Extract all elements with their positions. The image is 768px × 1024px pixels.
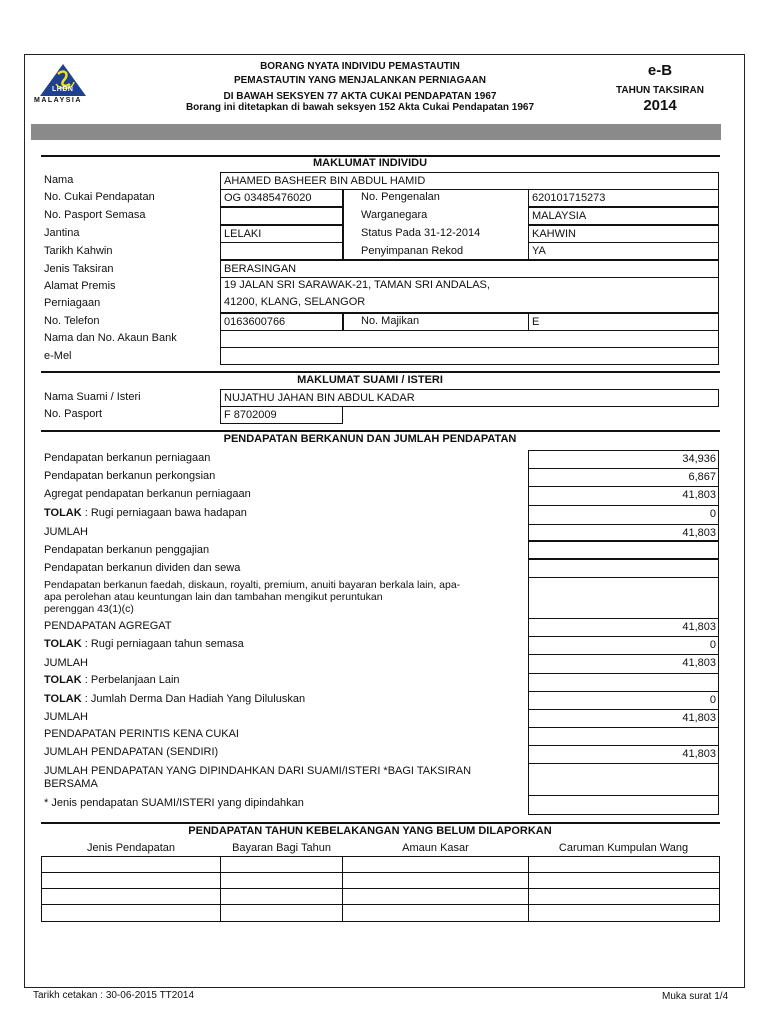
assessment-year: 2014: [643, 97, 677, 114]
value-cell: 41,803: [528, 524, 719, 542]
field-penyimpanan: YA: [528, 242, 719, 260]
logo-text-malaysia: MALAYSIA: [34, 97, 82, 104]
row-label-text: : Perbelanjaan Lain: [81, 674, 180, 686]
table-cell: [41, 888, 221, 905]
field-alamat-line-2: 41200, KLANG, SELANGOR: [224, 296, 366, 308]
row-label: Pendapatan berkanun perniagaan: [44, 452, 211, 464]
value-cell: 41,803: [528, 745, 719, 764]
section-title-kebelakangan: PENDAPATAN TAHUN KEBELAKANGAN YANG BELUM DILAPORKAN: [188, 825, 552, 837]
tolak-keyword: TOLAK: [44, 507, 82, 519]
label-no-cukai: No. Cukai Pendapatan: [44, 191, 155, 203]
logo-text-lhdn: LHDN: [52, 86, 74, 93]
field-status: KAHWIN: [528, 225, 719, 243]
field-no-pasport-suami: F 8702009: [220, 406, 343, 424]
label-nama: Nama: [44, 174, 74, 186]
assessment-label: TAHUN TAKSIRAN: [616, 85, 704, 96]
row-label: JUMLAH: [44, 526, 89, 538]
label-nama-suami-isteri: Nama Suami / Isteri: [44, 391, 141, 403]
row-label: [44, 638, 244, 650]
table-cell: [528, 888, 720, 905]
label-emel: e-Mel: [44, 350, 72, 362]
table-cell: [41, 856, 221, 873]
label-no-pengenalan: No. Pengenalan: [361, 191, 440, 203]
row-label: JUMLAH: [44, 657, 89, 669]
table-row: [41, 856, 720, 873]
label-no-pasport-suami: No. Pasport: [44, 408, 103, 420]
column-header-jenis: Jenis Pendapatan: [86, 842, 176, 854]
tolak-keyword: TOLAK: [44, 638, 82, 650]
label-status: Status Pada 31-12-2014: [361, 227, 481, 239]
row-label: [44, 693, 305, 705]
table-cell: [342, 872, 529, 889]
field-tarikh-kahwin: [220, 242, 343, 260]
value-cell: [528, 577, 719, 619]
field-nama: AHAMED BASHEER BIN ABDUL HAMID: [220, 172, 719, 190]
value-cell: [528, 541, 719, 560]
table-cell: [342, 904, 529, 922]
field-jantina: LELAKI: [220, 225, 343, 243]
row-label: Pendapatan berkanun perkongsian: [44, 470, 216, 482]
value-cell: 0: [528, 636, 719, 655]
print-date: Tarikh cetakan : 30-06-2015 TT2014: [33, 990, 195, 1001]
row-label: * Jenis pendapatan SUAMI/ISTERI yang dipindahkan: [44, 797, 304, 809]
value-cell: [528, 673, 719, 692]
table-cell: [41, 904, 221, 922]
section-divider: [41, 822, 720, 824]
field-emel: [220, 347, 719, 365]
label-tarikh-kahwin: Tarikh Kahwin: [44, 245, 113, 257]
field-jenis-taksiran: BERASINGAN: [220, 260, 719, 278]
value-cell: [528, 727, 719, 746]
row-label: JUMLAH: [44, 711, 89, 723]
row-label: PENDAPATAN PERINTIS KENA CUKAI: [44, 728, 239, 740]
form-title-line-4: Borang ini ditetapkan di bawah seksyen 152 Akta Cukai Pendapatan 1967: [185, 102, 535, 113]
form-title-line-2: PEMASTAUTIN YANG MENJALANKAN PERNIAGAAN: [233, 75, 487, 86]
label-penyimpanan: Penyimpanan Rekod: [361, 245, 464, 257]
row-label-cont: perenggan 43(1)(c): [44, 603, 134, 615]
field-no-telefon: 0163600766: [220, 313, 343, 331]
form-title-line-3: DI BAWAH SEKSYEN 77 AKTA CUKAI PENDAPATAN 1967: [223, 91, 497, 102]
table-cell: [220, 904, 343, 922]
row-label: PENDAPATAN AGREGAT: [44, 620, 172, 632]
value-cell: 41,803: [528, 709, 719, 728]
field-warganegara: MALAYSIA: [528, 207, 719, 225]
row-label: Pendapatan berkanun penggajian: [44, 544, 210, 556]
row-label: Agregat pendapatan berkanun perniagaan: [44, 488, 251, 500]
value-cell: 41,803: [528, 486, 719, 506]
section-title-suami-isteri: MAKLUMAT SUAMI / ISTERI: [297, 374, 443, 386]
field-nama-suami-isteri: NUJATHU JAHAN BIN ABDUL KADAR: [220, 389, 719, 407]
row-label-text: : Jumlah Derma Dan Hadiah Yang Diluluskan: [81, 693, 306, 705]
table-cell: [220, 872, 343, 889]
row-label: JUMLAH PENDAPATAN YANG DIPINDAHKAN DARI SUAMI/ISTERI *BAGI TAKSIRAN: [44, 765, 472, 777]
label-akaun-bank: Nama dan No. Akaun Bank: [44, 332, 177, 344]
label-no-pasport: No. Pasport Semasa: [44, 209, 146, 221]
table-row: [41, 904, 720, 922]
value-cell: 34,936: [528, 450, 719, 469]
row-label-cont: apa perolehan atau keuntungan lain dan tambahan mengikut peruntukan: [44, 591, 383, 603]
value-cell: 41,803: [528, 618, 719, 637]
row-label: [44, 507, 247, 519]
label-no-majikan: No. Majikan: [361, 315, 420, 327]
page-number: Muka surat 1/4: [662, 991, 729, 1002]
row-label: Pendapatan berkanun dividen dan sewa: [44, 562, 241, 574]
section-title-individu: MAKLUMAT INDIVIDU: [312, 157, 428, 169]
row-label-text: : Rugi perniagaan bawa hadapan: [81, 507, 247, 519]
value-cell: [528, 763, 719, 796]
form-code: e-B: [647, 62, 673, 79]
table-cell: [41, 872, 221, 889]
label-alamat-2: Perniagaan: [44, 297, 101, 309]
field-no-pasport: [220, 207, 343, 225]
tolak-keyword: TOLAK: [44, 693, 82, 705]
field-alamat-line-1: 19 JALAN SRI SARAWAK-21, TAMAN SRI ANDALAS,: [224, 279, 490, 291]
table-cell: [342, 856, 529, 873]
field-no-majikan: E: [528, 313, 719, 331]
column-header-caruman: Caruman Kumpulan Wang: [558, 842, 689, 854]
value-cell: 0: [528, 505, 719, 525]
table-row: [41, 888, 720, 905]
header-gray-bar: [31, 124, 721, 140]
row-label: Pendapatan berkanun faedah, diskaun, royalti, premium, anuiti bayaran berkala lain, apa-: [44, 579, 461, 591]
row-label-text: : Rugi perniagaan tahun semasa: [81, 638, 244, 650]
section-divider: [41, 430, 720, 432]
table-cell: [220, 888, 343, 905]
row-label: [44, 674, 180, 686]
lhdn-logo: [34, 62, 92, 106]
table-cell: [528, 872, 720, 889]
column-header-amaun: Amaun Kasar: [402, 842, 469, 854]
value-cell: 6,867: [528, 468, 719, 487]
column-header-bayaran: Bayaran Bagi Tahun: [232, 842, 331, 854]
form-title-line-1: BORANG NYATA INDIVIDU PEMASTAUTIN: [260, 61, 460, 72]
field-akaun-bank: [220, 330, 719, 348]
field-alamat: [220, 277, 719, 313]
label-jantina: Jantina: [44, 227, 80, 239]
label-alamat-1: Alamat Premis: [44, 280, 116, 292]
table-cell: [528, 904, 720, 922]
label-no-telefon: No. Telefon: [44, 315, 100, 327]
section-divider: [41, 371, 720, 373]
label-warganegara: Warganegara: [361, 209, 428, 221]
section-title-pendapatan: PENDAPATAN BERKANUN DAN JUMLAH PENDAPATAN: [223, 433, 517, 445]
table-cell: [342, 888, 529, 905]
tolak-keyword: TOLAK: [44, 674, 82, 686]
table-row: [41, 872, 720, 889]
row-label-cont: BERSAMA: [44, 778, 98, 790]
table-cell: [528, 856, 720, 873]
field-no-pengenalan: 620101715273: [528, 189, 719, 207]
value-cell: 41,803: [528, 654, 719, 674]
row-label: JUMLAH PENDAPATAN (SENDIRI): [44, 746, 219, 758]
label-jenis-taksiran: Jenis Taksiran: [44, 263, 114, 275]
field-no-cukai: OG 03485476020: [220, 189, 343, 207]
value-cell: [528, 559, 719, 578]
value-cell: 0: [528, 691, 719, 710]
value-cell: [528, 795, 719, 815]
table-cell: [220, 856, 343, 873]
